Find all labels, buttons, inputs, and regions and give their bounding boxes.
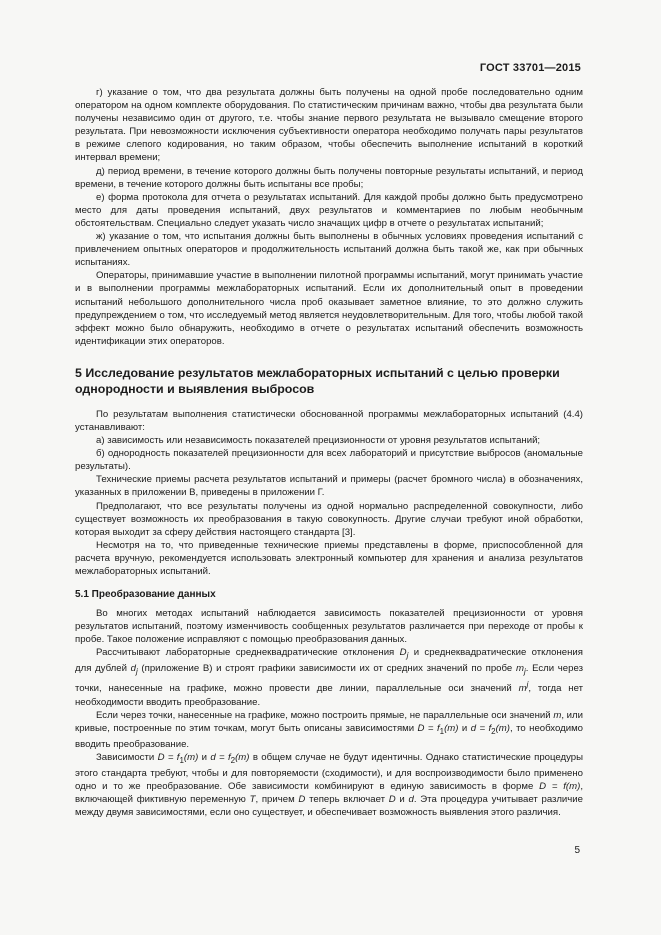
section-5-title: 5 Исследование результатов межлабораторных испытаний с целью проверки однородности и выявления выбросов bbox=[75, 365, 560, 396]
list-item-b: б) однородность показателей прецизионности для всех лабораторий и присутствие выбросов (аномальные результаты). bbox=[75, 448, 583, 473]
list-item-d: д) период времени, в течение которого должны быть получены повторные результаты испытаний, и период времени, в течение которого должны быть испытаны все пробы; bbox=[75, 165, 583, 190]
list-item-zh: ж) указание о том, что испытания должны быть выполнены в обычных условиях проведения испытаний с привлечением опытных операторов и продолжительность испытаний должна быть такой же, как при обычных испытаниях. bbox=[75, 231, 583, 269]
list-item-e: е) форма протокола для отчета о результатах испытаний. Для каждой пробы должно быть предусмотрено место для даты проведения испытаний, двух результатов и комментариев по любым необычным обстоятельствам. Специально следует указать число значащих цифр в отчете о результатах испытаний; bbox=[75, 191, 583, 229]
paragraph-5-1-lines: Если через точки, нанесенные на графике, можно построить прямые, не параллельные оси значений m, или кривые, построенные по этим точкам, могут быть описаны зависимостями $D = f_1(m)$ и $d = f_2(m)$, то необходимо вводить преобразование. bbox=[75, 709, 583, 750]
document-header-standard: ГОСТ 33701—2015 bbox=[479, 62, 581, 74]
list-item-g: г) указание о том, что два результата должны быть получены на одной пробе последовательно одним оператором на одном комплекте оборудования. По статистическим причинам важно, чтобы два результата были получены независимо один от другого, т.е. чтобы знание первого результата не вызывало смещение второго результата. При невозможности исключения субъективности оператора необходимо получать пары результатов в режиме слепого кодирования, но таким образом, чтобы обеспечить выполнение испытаний в короткий интервал времени; bbox=[75, 87, 583, 164]
paragraph-5-1-intro: Во многих методах испытаний наблюдается зависимость показателей прецизионности от уровня результатов испытаний, поэтому изменчивость сообщенных результатов различается при переходе от пробы к пробе. Такое положение исправляют с помощью преобразования данных. bbox=[75, 608, 583, 646]
paragraph-s5-intro: По результатам выполнения статистически обоснованной программы межлабораторных испытаний (4.4) устанавливают: bbox=[75, 408, 583, 433]
subsection-5-1-heading: 5.1 Преобразование данных bbox=[75, 589, 216, 601]
paragraph-operators: Операторы, принимавшие участие в выполнении пилотной программы испытаний, могут принимать участие и в выполнении программы межлабораторных испытаний. Если их дополнительный опыт в проведении испытаний небольшого дополнительного числа проб оказывает заметное влияние, то это должно служить предупреждением о том, что исследуемый метод является неудовлетворительным. Для того, чтобы любой такой эффект можно было обнаружить, необходимо в отчете о результатах испытаний обеспечить возможность идентификации этих операторов. bbox=[75, 270, 583, 347]
section-5-heading bbox=[75, 365, 583, 397]
paragraph-5-1-dependencies: Зависимости $D = f_1(m)$ и $d = f_2(m)$ в общем случае не будут идентичны. Однако статистические процедуры этого стандарта требуют, чтобы и для повторяемости (сходимости), и для воспроизводимости было применено одно и то же преобразование. Обе зависимости комбинируют в единую зависимость в форме D = f(m), включающей фиктивную переменную T, причем D теперь включает D и d. Эта процедура учитывает различие между двумя зависимостями, если оно существует, и обеспечивает возможность выявления этого различия. bbox=[75, 752, 584, 819]
page-number: 5 bbox=[574, 845, 580, 856]
paragraph-computer: Несмотря на то, что приведенные технические приемы представлены в форме, приспособленной для расчета вручную, рекомендуется использовать электронный компьютер для хранения и анализа результатов межлабораторных испытаний. bbox=[75, 539, 583, 577]
paragraph-techniques: Технические приемы расчета результатов испытаний и примеры (расчет бромного числа) в обозначениях, указанных в приложении В, приведены в приложении Г. bbox=[75, 474, 583, 499]
list-item-a: а) зависимость или независимость показателей прецизионности от уровня результатов испытаний; bbox=[96, 435, 541, 447]
paragraph-assumption: Предполагают, что все результаты получены из одной нормально распределенной совокупности, либо существует возможность их преобразования в такую совокупность. Другие случаи требуют иной обработки, которая выходит за сферу действия настоящего стандарта [3]. bbox=[75, 500, 583, 538]
paragraph-5-1-std-dev: Рассчитывают лабораторные среднеквадратические отклонения $D_j$ и среднеквадратические отклонения для дублей $d_j$ (приложение В) и строят графики зависимости их от средних значений по пробе $m_j$. Если через точки, нанесенные на графике, можно провести две линии, параллельные оси значений $m^j$, тогда нет необходимости вводить преобразование. bbox=[75, 647, 583, 708]
page-body bbox=[75, 86, 583, 819]
